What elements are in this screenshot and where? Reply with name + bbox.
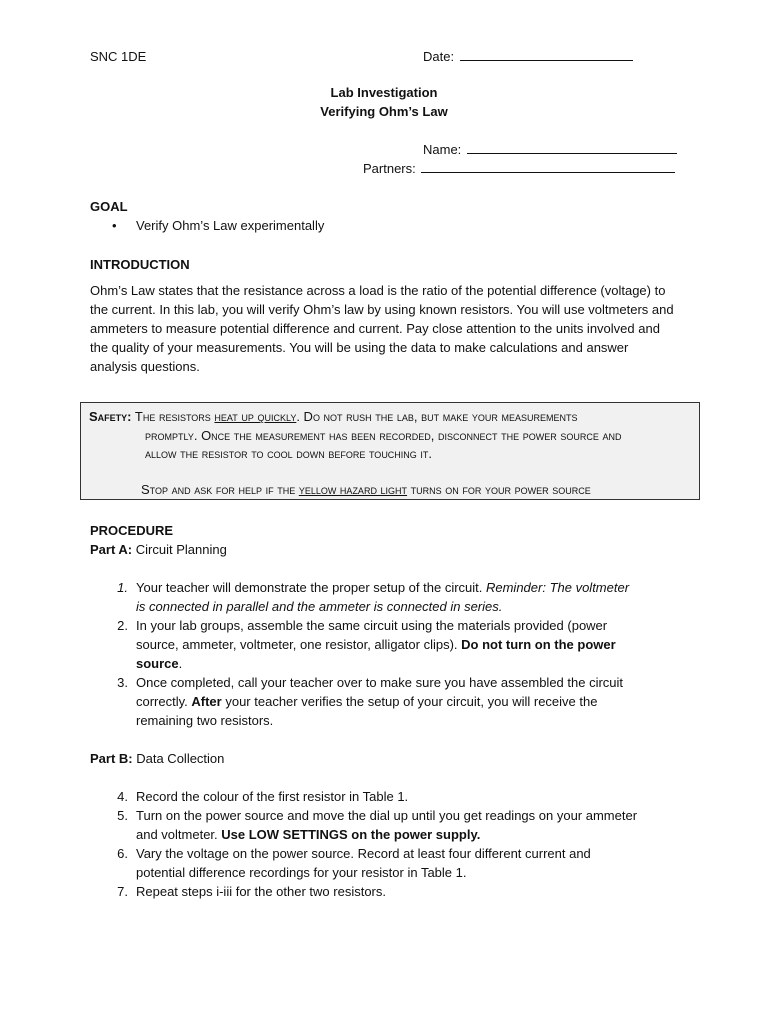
step-text: source, ammeter, voltmeter, one resistor, alligator clips). Do not turn on the power [136, 637, 616, 652]
safety-line-1 [89, 407, 577, 426]
step-number: 2. [117, 618, 128, 633]
step-text: is connected in parallel and the ammeter is connected in series. [136, 599, 503, 614]
safety-line-2: promptly. Once the measurement has been recorded, disconnect the power source and [145, 428, 622, 443]
part-b-title: Data Collection [132, 751, 225, 766]
name-label: Name: [423, 142, 462, 157]
title-line-1: Lab Investigation [330, 85, 438, 100]
safety-power-text: turns on for your power source [407, 482, 591, 497]
step-number: 3. [117, 675, 128, 690]
date-label: Date: [423, 49, 455, 64]
safety-box [80, 402, 700, 500]
goal-item: Verify Ohm’s Law experimentally [136, 218, 325, 233]
safety-text-b: . Do not rush the lab, but make your measurements [296, 409, 578, 424]
date-field [423, 47, 633, 66]
safety-line-3: allow the resistor to cool down before touching it. [145, 446, 433, 461]
step-number: 7. [117, 884, 128, 899]
safety-yellow-hazard-light: yellow hazard light [298, 482, 408, 497]
name-field [423, 140, 677, 159]
safety-line-4 [141, 480, 591, 499]
partners-label: Partners: [363, 161, 416, 176]
introduction-heading: INTRODUCTION [90, 257, 190, 272]
page-title: Verifying Ohm’s Law [320, 104, 448, 119]
step-text: Turn on the power source and move the dial up until you get readings on your ammeter [136, 808, 638, 823]
step-text: Vary the voltage on the power source. Record at least four different current and [136, 846, 591, 861]
partners-field [363, 159, 675, 178]
goal-heading: GOAL [90, 199, 128, 214]
part-a-label: Part A: [90, 542, 133, 557]
step-text: source. [136, 656, 183, 671]
step-number: 6. [117, 846, 128, 861]
part-b-heading [90, 749, 224, 768]
safety-label: Safety: [89, 409, 132, 424]
course-code: SNC 1DE [90, 49, 147, 64]
step-text: remaining two resistors. [136, 713, 274, 728]
step-text: Record the colour of the first resistor in Table 1. [136, 789, 409, 804]
safety-stop-text: Stop and ask for help if the [141, 482, 299, 497]
partners-blank[interactable] [421, 159, 675, 173]
step-number: 5. [117, 808, 128, 823]
procedure-heading: PROCEDURE [90, 523, 174, 538]
part-b-label: Part B: [90, 751, 133, 766]
name-blank[interactable] [467, 140, 677, 154]
step-text: In your lab groups, assemble the same circuit using the materials provided (power [136, 618, 608, 633]
step-text: potential difference recordings for your resistor in Table 1. [136, 865, 467, 880]
step-number: 4. [117, 789, 128, 804]
step-text: correctly. After your teacher verifies the setup of your circuit, you will receive the [136, 694, 598, 709]
part-a-heading [90, 540, 227, 559]
step-text: and voltmeter. Use LOW SETTINGS on the power supply. [136, 827, 481, 842]
step-text: Once completed, call your teacher over to make sure you have assembled the circuit [136, 675, 624, 690]
date-blank[interactable] [460, 47, 633, 61]
step-number: 1. [117, 580, 128, 595]
introduction-text: Ohm’s Law states that the resistance across a load is the ratio of the potential difference (voltage) to the current. In this lab, you will verify Ohm’s law by using known resistors. You will use voltmeters and ammeters to measure potential difference and current. Pay close attention to the units involved and the quality of your measurements. You will be using the data to make calculations and answer analysis questions. [90, 283, 674, 374]
goal-bullet-icon: • [112, 218, 117, 233]
part-a-title: Circuit Planning [132, 542, 227, 557]
step-text: Repeat steps i-iii for the other two resistors. [136, 884, 386, 899]
step-text: Your teacher will demonstrate the proper setup of the circuit. Reminder: The voltmeter [136, 580, 630, 595]
safety-heat-up-quickly: heat up quickly [214, 409, 297, 424]
safety-text-a: The resistors [134, 409, 215, 424]
